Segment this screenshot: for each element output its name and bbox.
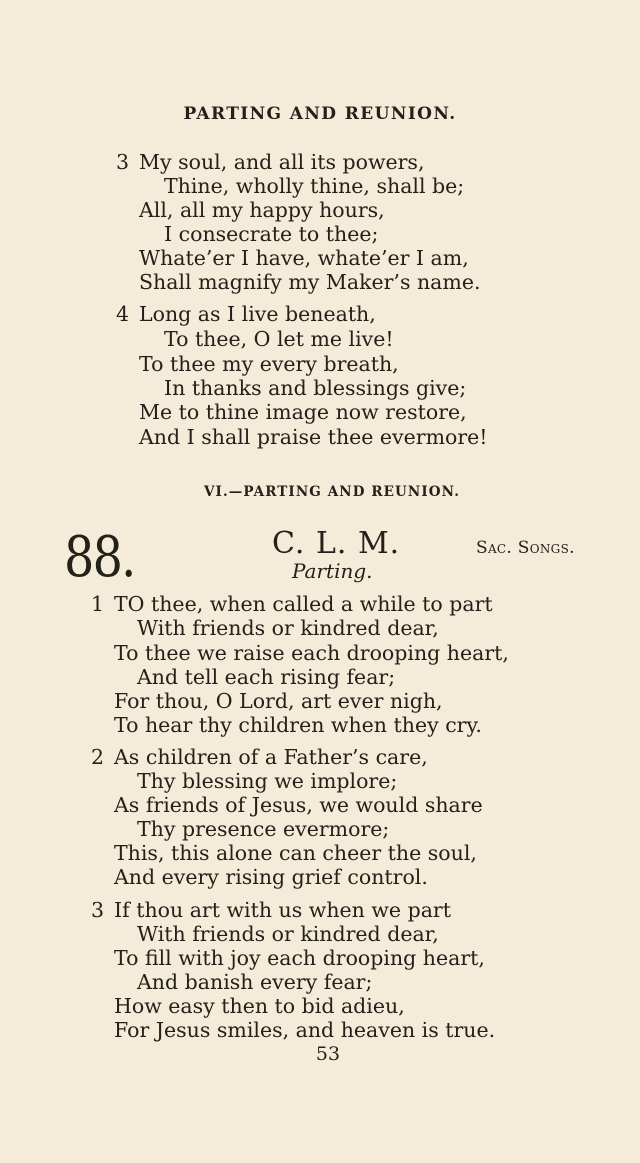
stanza-line: Thy blessing we implore;: [137, 769, 398, 793]
stanza-line: Thy presence evermore;: [137, 817, 390, 841]
hymn-source: Sac. Songs.: [476, 538, 575, 558]
stanza-line: How easy then to bid adieu,: [114, 994, 405, 1018]
stanza-number: 1: [91, 592, 105, 616]
stanza-line: Thine, wholly thine, shall be;: [164, 174, 465, 198]
stanza-line: Whate’er I have, whate’er I am,: [139, 246, 469, 270]
stanza-line: To thee my every breath,: [139, 352, 399, 376]
stanza-line: And every rising grief control.: [114, 865, 428, 889]
stanza-line: Shall magnify my Maker’s name.: [139, 270, 481, 294]
stanza-line: And tell each rising fear;: [137, 665, 396, 689]
stanza-number: 3: [91, 898, 105, 922]
stanza-number: 2: [91, 745, 105, 769]
stanza-line: And I shall praise thee evermore!: [139, 425, 488, 449]
stanza-line: Long as I live beneath,: [139, 302, 376, 326]
stanza-line: In thanks and blessings give;: [164, 376, 467, 400]
stanza-number: 4: [116, 302, 130, 326]
stanza-line: This, this alone can cheer the soul,: [114, 841, 477, 865]
stanza-line: Me to thine image now restore,: [139, 400, 467, 424]
stanza-line: As friends of Jesus, we would share: [114, 793, 483, 817]
stanza-line: As children of a Father’s care,: [114, 745, 428, 769]
running-head: PARTING AND REUNION.: [183, 104, 457, 124]
hymn-meter: C. L. M.: [272, 526, 401, 561]
page-number: 53: [315, 1043, 341, 1065]
stanza-line: With friends or kindred dear,: [137, 616, 439, 640]
hymn-title: Parting.: [292, 559, 373, 583]
stanza-line: All, all my happy hours,: [139, 198, 385, 222]
hymn-number: 88.: [64, 525, 135, 590]
stanza-line: And banish every fear;: [137, 970, 373, 994]
stanza-line: TO thee, when called a while to part: [114, 592, 493, 616]
stanza-line: For Jesus smiles, and heaven is true.: [114, 1018, 496, 1042]
section-heading: VI.—PARTING AND REUNION.: [203, 484, 461, 500]
stanza-line: If thou art with us when we part: [114, 898, 451, 922]
stanza-number: 3: [116, 150, 130, 174]
stanza-line: My soul, and all its powers,: [139, 150, 425, 174]
stanza-line: To thee, O let me live!: [164, 327, 394, 351]
stanza-line: To hear thy children when they cry.: [114, 713, 482, 737]
stanza-line: To fill with joy each drooping heart,: [114, 946, 485, 970]
stanza-line: To thee we raise each drooping heart,: [114, 641, 509, 665]
stanza-line: I consecrate to thee;: [164, 222, 379, 246]
stanza-line: For thou, O Lord, art ever nigh,: [114, 689, 443, 713]
stanza-line: With friends or kindred dear,: [137, 922, 439, 946]
